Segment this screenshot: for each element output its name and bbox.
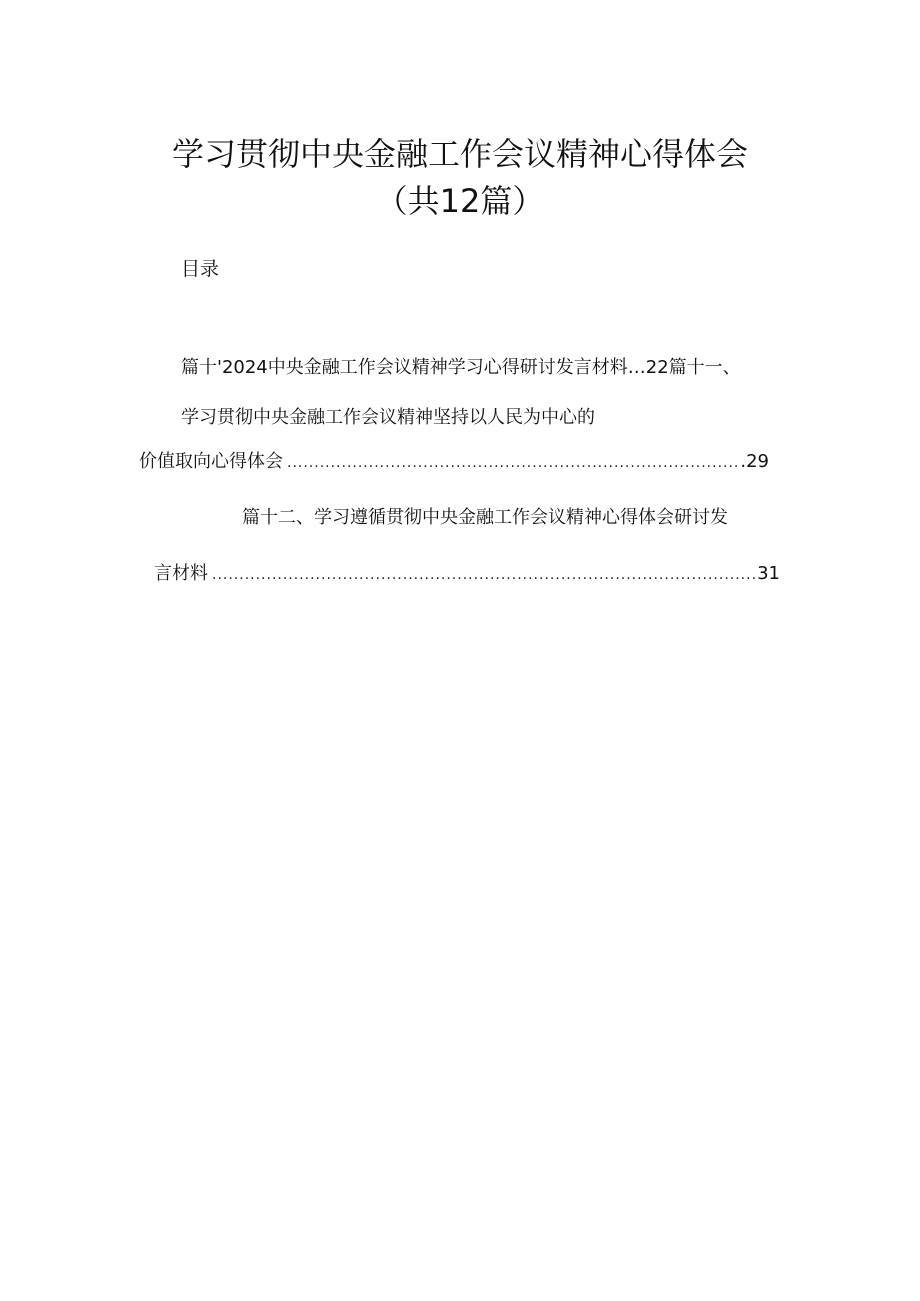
document-title-line-2: （共12篇） <box>375 182 545 220</box>
toc-dot-leader <box>287 450 738 476</box>
toc-entry-12-page: 31 <box>757 563 780 584</box>
document-title-line-1: 学习贯彻中央金融工作会议精神心得体会 <box>171 135 748 173</box>
toc-dot-leader <box>212 562 755 588</box>
toc-entry-11-line-2[interactable] <box>139 449 769 476</box>
toc-entry-10[interactable]: 篇十'2024中央金融工作会议精神学习心得研讨发言材料…22篇十一、 <box>181 357 741 378</box>
toc-entry-12-line-2[interactable] <box>154 561 780 588</box>
toc-entry-11-page: .29 <box>740 451 769 472</box>
toc-entry-12-text: 言材料 <box>154 563 208 584</box>
toc-entry-11-text: 价值取向心得体会 <box>139 451 283 472</box>
toc-entry-12-line-1[interactable]: 篇十二、学习遵循贯彻中央金融工作会议精神心得体会研讨发 <box>242 507 728 528</box>
toc-entry-11-line-1[interactable]: 学习贯彻中央金融工作会议精神坚持以人民为中心的 <box>181 407 595 428</box>
toc-heading: 目录 <box>181 258 220 280</box>
